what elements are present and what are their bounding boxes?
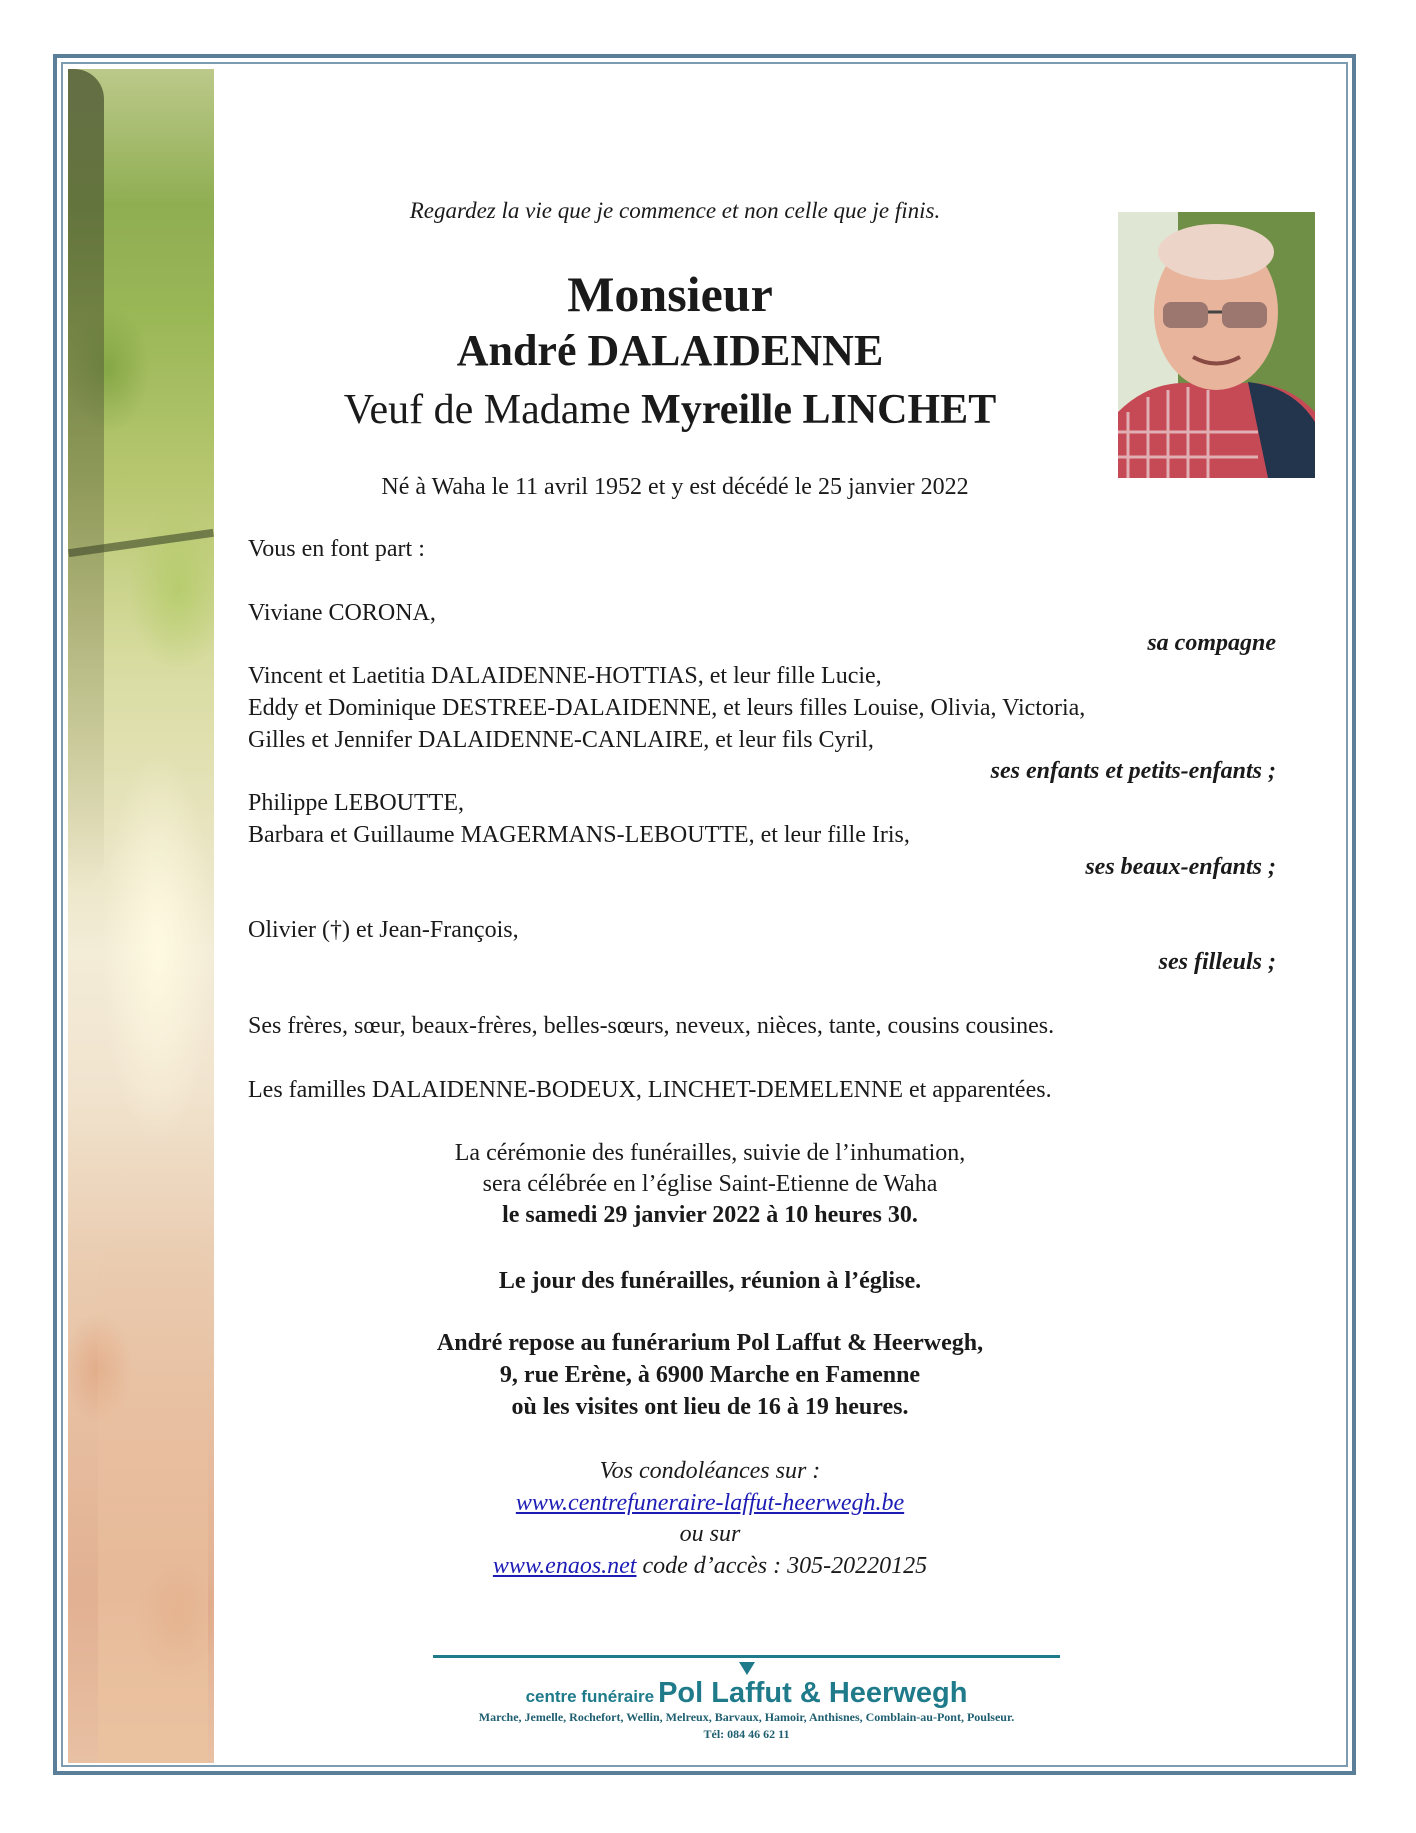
forest-path xyxy=(98,1219,208,1763)
logo-big-text: Pol Laffut & Heerwegh xyxy=(658,1677,968,1709)
companion: Viviane CORONA, xyxy=(248,600,436,626)
title: Monsieur xyxy=(567,266,773,322)
families: Les familles DALAIDENNE-BODEUX, LINCHET-DEMELENNE et apparentées. xyxy=(248,1077,1052,1103)
tree-photo-icon xyxy=(68,69,214,1763)
widower-prefix: Veuf de Madame xyxy=(343,387,631,433)
portrait-photo-icon xyxy=(1118,212,1315,478)
funeral-home-line: André repose au funérarium Pol Laffut & Heerwegh, xyxy=(436,1330,984,1356)
condolences-or: ou sur xyxy=(679,1521,741,1547)
child-line: Vincent et Laetitia DALAIDENNE-HOTTIAS, et leur fille Lucie, xyxy=(248,663,882,689)
logo-divider xyxy=(433,1655,1060,1658)
widower-name: Myreille LINCHET xyxy=(641,387,997,433)
logo-phone: Tél: 084 46 62 11 xyxy=(703,1727,790,1741)
condolences-link-row xyxy=(200,1490,1220,1517)
condolences-link-row-2 xyxy=(200,1553,1220,1580)
condolences-link-2[interactable]: www.enaos.net xyxy=(492,1553,637,1579)
child-line: Gilles et Jennifer DALAIDENNE-CANLAIRE, et leur fils Cyril, xyxy=(248,727,874,753)
logo-small-text: centre funéraire xyxy=(525,1687,655,1706)
announce: Vous en font part : xyxy=(248,536,425,562)
ceremony-line: La cérémonie des funérailles, suivie de l’inhumation, xyxy=(454,1140,966,1166)
siblings: Ses frères, sœur, beaux-frères, belles-sœurs, neveux, nièces, tante, cousins cousines. xyxy=(248,1013,1055,1039)
deceased-name: André DALAIDENNE xyxy=(456,326,884,375)
children-role: ses enfants et petits-enfants ; xyxy=(990,758,1276,784)
portrait-svg xyxy=(1118,212,1315,478)
funeral-home-logo xyxy=(433,1677,1060,1710)
logo-triangle-icon xyxy=(739,1662,755,1675)
quote: Regardez la vie que je commence et non celle que je finis. xyxy=(409,198,941,223)
tree-trunk xyxy=(68,69,104,889)
funeral-home-hours: où les visites ont lieu de 16 à 19 heures. xyxy=(511,1394,909,1420)
inlaws-role: ses beaux-enfants ; xyxy=(1085,854,1276,880)
meeting: Le jour des funérailles, réunion à l’église. xyxy=(498,1268,922,1294)
inlaw-line: Barbara et Guillaume MAGERMANS-LEBOUTTE, et leur fille Iris, xyxy=(248,822,910,848)
widower-line xyxy=(230,386,1110,434)
ceremony-line: sera célébrée en l’église Saint-Etienne de Waha xyxy=(482,1171,938,1197)
ceremony-date: le samedi 29 janvier 2022 à 10 heures 30. xyxy=(502,1202,918,1228)
birth-death: Né à Waha le 11 avril 1952 et y est décédé le 25 janvier 2022 xyxy=(381,474,969,500)
inlaw-line: Philippe LEBOUTTE, xyxy=(248,790,464,816)
godchildren: Olivier (†) et Jean-François, xyxy=(248,917,519,943)
child-line: Eddy et Dominique DESTREE-DALAIDENNE, et leurs filles Louise, Olivia, Victoria, xyxy=(248,695,1086,721)
godchildren-role: ses filleuls ; xyxy=(1158,949,1276,975)
condolences-link-1[interactable]: www.centrefuneraire-laffut-heerwegh.be xyxy=(515,1490,905,1516)
condolences-label: Vos condoléances sur : xyxy=(599,1458,821,1484)
access-code: code d’accès : 305-20220125 xyxy=(642,1553,928,1579)
companion-role: sa compagne xyxy=(1147,630,1276,656)
logo-towns: Marche, Jemelle, Rochefort, Wellin, Melreux, Barvaux, Hamoir, Anthisnes, Comblain-au-Pont, Poulseur. xyxy=(478,1710,1015,1724)
funeral-home-line: 9, rue Erène, à 6900 Marche en Famenne xyxy=(499,1362,921,1388)
